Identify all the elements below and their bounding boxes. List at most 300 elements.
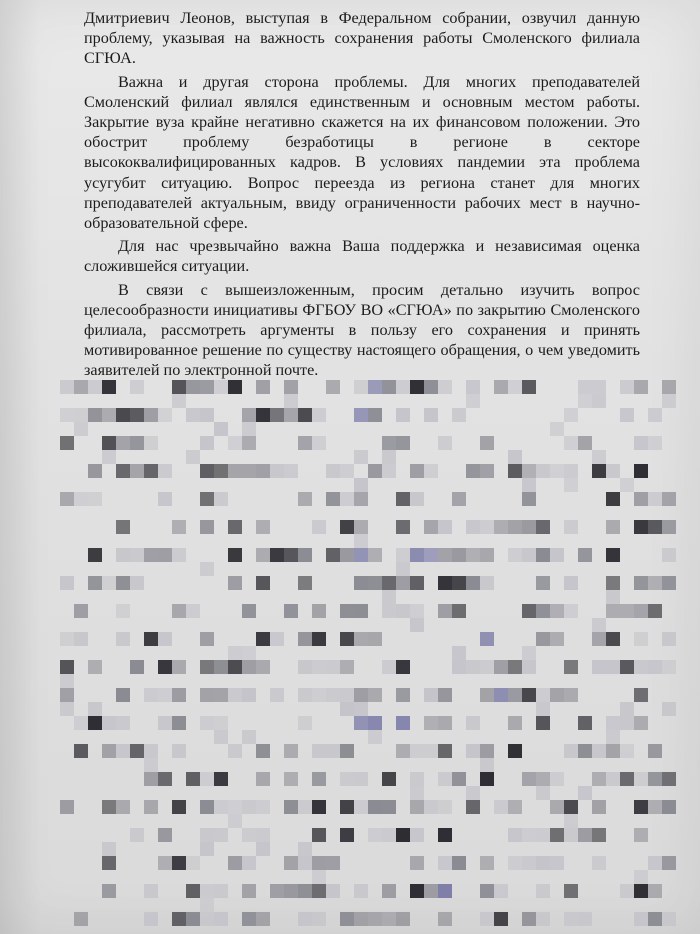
mosaic-tile (354, 884, 368, 898)
mosaic-tile (466, 548, 480, 562)
mosaic-tile (200, 660, 214, 674)
page-shadow (0, 0, 40, 934)
mosaic-tile (508, 828, 522, 842)
mosaic-tile (634, 870, 648, 884)
mosaic-tile (214, 464, 228, 478)
mosaic-tile (102, 842, 116, 856)
mosaic-tile (172, 604, 186, 618)
mosaic-tile (508, 520, 522, 534)
mosaic-tile (88, 464, 102, 478)
mosaic-tile (200, 688, 214, 702)
mosaic-tile (564, 576, 578, 590)
mosaic-tile (424, 688, 438, 702)
mosaic-tile (116, 632, 130, 646)
mosaic-tile (592, 464, 606, 478)
mosaic-tile (312, 870, 326, 884)
mosaic-tile (634, 800, 648, 814)
mosaic-tile (354, 478, 368, 492)
mosaic-tile (606, 492, 620, 506)
mosaic-tile (242, 422, 256, 436)
mosaic-tile (634, 464, 648, 478)
mosaic-tile (494, 884, 508, 898)
mosaic-tile (270, 632, 284, 646)
mosaic-tile (340, 520, 354, 534)
mosaic-tile (242, 688, 256, 702)
mosaic-tile (116, 716, 130, 730)
mosaic-tile (172, 800, 186, 814)
mosaic-tile (144, 436, 158, 450)
mosaic-tile (424, 800, 438, 814)
mosaic-tile (480, 856, 494, 870)
mosaic-tile (298, 688, 312, 702)
mosaic-tile (200, 772, 214, 786)
mosaic-tile (424, 716, 438, 730)
mosaic-tile (452, 856, 466, 870)
mosaic-tile (368, 576, 382, 590)
mosaic-tile (312, 688, 326, 702)
mosaic-tile (214, 772, 228, 786)
mosaic-tile (214, 884, 228, 898)
mosaic-tile (74, 380, 88, 394)
mosaic-tile (298, 632, 312, 646)
mosaic-tile (256, 800, 270, 814)
mosaic-tile (144, 744, 158, 758)
mosaic-tile (186, 772, 200, 786)
mosaic-tile (368, 716, 382, 730)
mosaic-tile (550, 856, 564, 870)
mosaic-tile (578, 828, 592, 842)
mosaic-tile (228, 800, 242, 814)
mosaic-tile (438, 884, 452, 898)
mosaic-tile (662, 702, 676, 716)
mosaic-tile (396, 492, 410, 506)
mosaic-tile (438, 856, 452, 870)
mosaic-tile (326, 688, 340, 702)
mosaic-tile (382, 828, 396, 842)
mosaic-tile (536, 856, 550, 870)
mosaic-tile (158, 464, 172, 478)
mosaic-tile (522, 646, 536, 660)
mosaic-tile (480, 772, 494, 786)
mosaic-tile (466, 520, 480, 534)
mosaic-tile (368, 632, 382, 646)
mosaic-tile (214, 912, 228, 926)
mosaic-tile (368, 912, 382, 926)
mosaic-tile (354, 548, 368, 562)
mosaic-tile (102, 884, 116, 898)
mosaic-tile (410, 800, 424, 814)
mosaic-tile (634, 884, 648, 898)
mosaic-tile (312, 744, 326, 758)
mosaic-tile (186, 380, 200, 394)
mosaic-tile (130, 660, 144, 674)
mosaic-tile (298, 842, 312, 856)
mosaic-tile (634, 772, 648, 786)
mosaic-tile (60, 688, 74, 702)
mosaic-tile (508, 716, 522, 730)
mosaic-tile (452, 548, 466, 562)
mosaic-tile (368, 464, 382, 478)
mosaic-tile (74, 716, 88, 730)
mosaic-tile (158, 688, 172, 702)
mosaic-tile (424, 744, 438, 758)
mosaic-tile (466, 660, 480, 674)
mosaic-tile (298, 576, 312, 590)
mosaic-tile (606, 660, 620, 674)
mosaic-tile (466, 800, 480, 814)
mosaic-tile (564, 828, 578, 842)
mosaic-tile (340, 772, 354, 786)
mosaic-tile (368, 380, 382, 394)
mosaic-tile (354, 576, 368, 590)
mosaic-tile (480, 884, 494, 898)
mosaic-tile (74, 744, 88, 758)
mosaic-tile (242, 464, 256, 478)
mosaic-tile (606, 716, 620, 730)
mosaic-tile (186, 884, 200, 898)
mosaic-tile (396, 604, 410, 618)
mosaic-tile (298, 884, 312, 898)
mosaic-tile (536, 716, 550, 730)
mosaic-tile (186, 912, 200, 926)
mosaic-tile (564, 604, 578, 618)
mosaic-tile (130, 828, 144, 842)
paragraph-1: Дмитриевич Леонов, выступая в Федеральном собрании, озвучил данную проблему, указывая на важность сохранения работы Смоленского филиала СГЮА. (84, 9, 640, 68)
mosaic-tile (662, 772, 676, 786)
mosaic-tile (396, 408, 410, 422)
mosaic-tile (74, 408, 88, 422)
mosaic-tile (298, 660, 312, 674)
mosaic-tile (326, 884, 340, 898)
mosaic-tile (550, 772, 564, 786)
mosaic-tile (298, 912, 312, 926)
mosaic-tile (634, 436, 648, 450)
mosaic-tile (228, 688, 242, 702)
paragraph-4: В связи с вышеизложенным, просим детально изучить вопрос целесообразности инициативы ФГБОУ ВО «СГЮА» по закрытию Смоленского филиала, рассмотреть аргументы в пользу его сохранения и принять мотивированное решение по существу настоящего обращения, о чем уведомить заявителей по электронной почте. (84, 280, 640, 380)
mosaic-tile (200, 632, 214, 646)
mosaic-tile (494, 660, 508, 674)
mosaic-tile (606, 744, 620, 758)
mosaic-tile (522, 478, 536, 492)
mosaic-tile (606, 520, 620, 534)
mosaic-tile (396, 828, 410, 842)
mosaic-tile (298, 492, 312, 506)
mosaic-tile (130, 464, 144, 478)
mosaic-tile (536, 464, 550, 478)
mosaic-tile (578, 394, 592, 408)
mosaic-tile (88, 702, 102, 716)
mosaic-tile (648, 912, 662, 926)
mosaic-tile (480, 576, 494, 590)
mosaic-tile (592, 828, 606, 842)
mosaic-tile (550, 800, 564, 814)
mosaic-tile (256, 464, 270, 478)
mosaic-tile (200, 884, 214, 898)
mosaic-tile (508, 464, 522, 478)
mosaic-tile (578, 548, 592, 562)
mosaic-tile (522, 688, 536, 702)
mosaic-tile (102, 436, 116, 450)
mosaic-tile (116, 744, 130, 758)
mosaic-tile (158, 548, 172, 562)
mosaic-tile (438, 688, 452, 702)
mosaic-tile (298, 436, 312, 450)
mosaic-tile (242, 912, 256, 926)
mosaic-tile (410, 464, 424, 478)
mosaic-tile (354, 604, 368, 618)
mosaic-tile (284, 408, 298, 422)
mosaic-tile (564, 744, 578, 758)
mosaic-tile (312, 436, 326, 450)
mosaic-tile (312, 800, 326, 814)
mosaic-tile (228, 520, 242, 534)
mosaic-tile (410, 786, 424, 800)
mosaic-tile (200, 436, 214, 450)
mosaic-tile (550, 422, 564, 436)
mosaic-tile (564, 478, 578, 492)
mosaic-tile (522, 520, 536, 534)
mosaic-tile (536, 520, 550, 534)
mosaic-tile (480, 688, 494, 702)
mosaic-tile (522, 856, 536, 870)
mosaic-tile (60, 674, 74, 688)
mosaic-tile (592, 632, 606, 646)
mosaic-tile (368, 408, 382, 422)
mosaic-tile (564, 408, 578, 422)
mosaic-tile (480, 520, 494, 534)
mosaic-tile (382, 380, 396, 394)
mosaic-tile (158, 660, 172, 674)
mosaic-tile (326, 660, 340, 674)
mosaic-tile (578, 436, 592, 450)
mosaic-tile (438, 520, 452, 534)
mosaic-tile (438, 380, 452, 394)
mosaic-tile (326, 548, 340, 562)
mosaic-tile (452, 660, 466, 674)
mosaic-tile (354, 534, 368, 548)
mosaic-tile (522, 772, 536, 786)
mosaic-tile (620, 702, 634, 716)
mosaic-tile (606, 464, 620, 478)
mosaic-tile (354, 688, 368, 702)
mosaic-tile (662, 548, 676, 562)
mosaic-tile (60, 702, 74, 716)
mosaic-tile (74, 912, 88, 926)
mosaic-tile (88, 548, 102, 562)
mosaic-tile (424, 408, 438, 422)
mosaic-tile (326, 380, 340, 394)
mosaic-tile (340, 744, 354, 758)
mosaic-tile (536, 632, 550, 646)
mosaic-tile (172, 716, 186, 730)
mosaic-tile (144, 758, 158, 772)
mosaic-tile (228, 380, 242, 394)
mosaic-tile (368, 828, 382, 842)
mosaic-tile (144, 884, 158, 898)
mosaic-tile (228, 548, 242, 562)
mosaic-tile (508, 800, 522, 814)
mosaic-tile (564, 884, 578, 898)
mosaic-tile (536, 884, 550, 898)
mosaic-tile (550, 548, 564, 562)
mosaic-tile (592, 450, 606, 464)
mosaic-tile (550, 604, 564, 618)
mosaic-tile (354, 520, 368, 534)
mosaic-tile (172, 660, 186, 674)
mosaic-tile (620, 478, 634, 492)
mosaic-tile (662, 520, 676, 534)
mosaic-tile (368, 800, 382, 814)
mosaic-tile (116, 548, 130, 562)
mosaic-tile (522, 492, 536, 506)
mosaic-tile (536, 786, 550, 800)
mosaic-tile (410, 744, 424, 758)
mosaic-tile (480, 632, 494, 646)
mosaic-tile (522, 464, 536, 478)
mosaic-tile (88, 492, 102, 506)
mosaic-tile (340, 828, 354, 842)
mosaic-tile (578, 716, 592, 730)
mosaic-tile (298, 856, 312, 870)
mosaic-tile (172, 912, 186, 926)
mosaic-tile (592, 618, 606, 632)
mosaic-tile (256, 548, 270, 562)
mosaic-tile (550, 688, 564, 702)
mosaic-tile (424, 380, 438, 394)
mosaic-tile (438, 604, 452, 618)
mosaic-tile (88, 380, 102, 394)
mosaic-tile (508, 660, 522, 674)
mosaic-tile (172, 380, 186, 394)
mosaic-tile (116, 576, 130, 590)
mosaic-tile (396, 744, 410, 758)
mosaic-tile (368, 688, 382, 702)
mosaic-tile (466, 716, 480, 730)
mosaic-tile (480, 912, 494, 926)
mosaic-tile (60, 660, 74, 674)
mosaic-tile (102, 856, 116, 870)
mosaic-tile (382, 912, 396, 926)
mosaic-tile (158, 632, 172, 646)
mosaic-tile (60, 436, 74, 450)
mosaic-tile (214, 800, 228, 814)
mosaic-tile (354, 716, 368, 730)
mosaic-tile (256, 660, 270, 674)
mosaic-tile (410, 884, 424, 898)
mosaic-tile (424, 548, 438, 562)
mosaic-tile (144, 548, 158, 562)
mosaic-tile (144, 800, 158, 814)
mosaic-tile (564, 800, 578, 814)
mosaic-tile (74, 422, 88, 436)
mosaic-tile (298, 548, 312, 562)
mosaic-tile (214, 422, 228, 436)
mosaic-tile (536, 604, 550, 618)
mosaic-tile (578, 786, 592, 800)
mosaic-tile (60, 380, 74, 394)
mosaic-tile (452, 576, 466, 590)
mosaic-tile (424, 520, 438, 534)
mosaic-tile (340, 464, 354, 478)
mosaic-tile (466, 394, 480, 408)
mosaic-tile (662, 492, 676, 506)
pixelated-signatures-area (60, 380, 680, 934)
mosaic-tile (606, 604, 620, 618)
mosaic-tile (214, 688, 228, 702)
mosaic-tile (648, 604, 662, 618)
mosaic-tile (396, 548, 410, 562)
mosaic-tile (298, 716, 312, 730)
mosaic-tile (298, 408, 312, 422)
mosaic-tile (74, 492, 88, 506)
mosaic-tile (662, 856, 676, 870)
mosaic-tile (284, 394, 298, 408)
mosaic-tile (214, 660, 228, 674)
mosaic-tile (270, 688, 284, 702)
mosaic-tile (564, 912, 578, 926)
mosaic-tile (284, 548, 298, 562)
mosaic-tile (480, 758, 494, 772)
mosaic-tile (74, 632, 88, 646)
mosaic-tile (648, 492, 662, 506)
mosaic-tile (200, 464, 214, 478)
mosaic-tile (256, 744, 270, 758)
mosaic-tile (158, 772, 172, 786)
mosaic-tile (410, 380, 424, 394)
mosaic-tile (256, 576, 270, 590)
mosaic-tile (592, 660, 606, 674)
mosaic-tile (634, 520, 648, 534)
mosaic-tile (606, 632, 620, 646)
mosaic-tile (242, 800, 256, 814)
mosaic-tile (102, 800, 116, 814)
mosaic-tile (410, 492, 424, 506)
mosaic-tile (620, 716, 634, 730)
paragraph-2: Важна и другая сторона проблемы. Для многих преподавателей Смоленский филиал являлся единственным и основным местом работы. Закрытие вуза крайне негативно скажется на их финансовом положении. Это обострит проблему безработицы в регионе в секторе высококвалифицированных кадров. В условиях пандемии эта проблема усугубит ситуацию. Вопрос переезда из региона станет для многих преподавателей актуальным, ввиду ограниченности рабочих мест в научно-образовательной сфере. (84, 72, 640, 233)
mosaic-tile (144, 408, 158, 422)
mosaic-tile (228, 464, 242, 478)
mosaic-tile (116, 604, 130, 618)
mosaic-tile (340, 604, 354, 618)
mosaic-tile (508, 744, 522, 758)
mosaic-tile (494, 688, 508, 702)
mosaic-tile (354, 380, 368, 394)
mosaic-tile (172, 394, 186, 408)
mosaic-tile (578, 744, 592, 758)
mosaic-tile (620, 660, 634, 674)
mosaic-tile (242, 884, 256, 898)
mosaic-tile (340, 548, 354, 562)
mosaic-tile (648, 744, 662, 758)
mosaic-tile (550, 464, 564, 478)
mosaic-tile (592, 394, 606, 408)
mosaic-tile (116, 408, 130, 422)
mosaic-tile (452, 408, 466, 422)
mosaic-tile (550, 632, 564, 646)
mosaic-tile (298, 800, 312, 814)
mosaic-tile (634, 828, 648, 842)
mosaic-tile (200, 562, 214, 576)
mosaic-tile (396, 716, 410, 730)
mosaic-tile (424, 464, 438, 478)
mosaic-tile (130, 744, 144, 758)
mosaic-tile (396, 912, 410, 926)
mosaic-tile (312, 632, 326, 646)
mosaic-tile (312, 520, 326, 534)
mosaic-tile (382, 660, 396, 674)
mosaic-tile (480, 464, 494, 478)
mosaic-tile (88, 660, 102, 674)
